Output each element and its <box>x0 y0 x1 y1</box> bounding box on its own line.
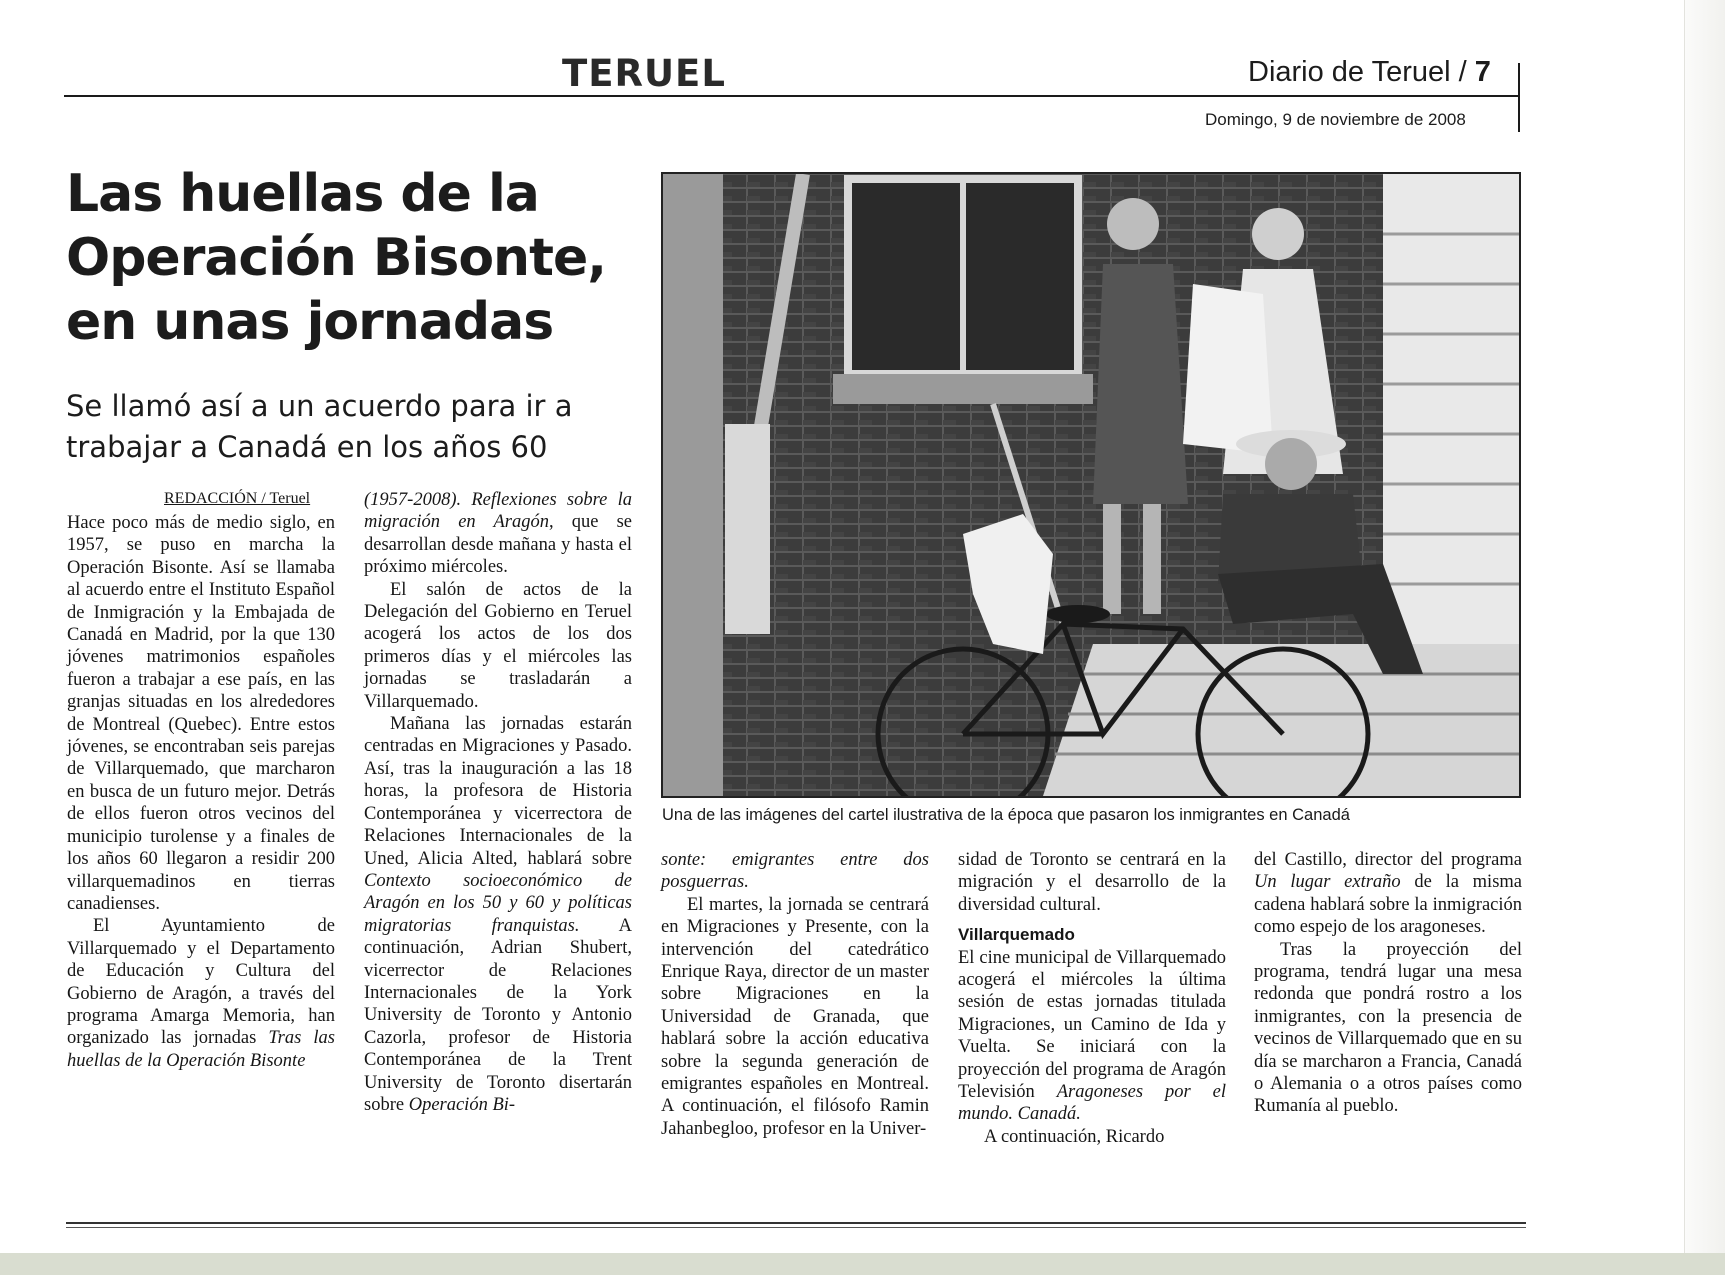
photo-caption: Una de las imágenes del cartel ilustrativa de la época que pasaron los inmigrantes en Canadá <box>662 806 1350 824</box>
paragraph: Hace poco más de medio siglo, en 1957, se puso en marcha la Operación Bisonte. Así se llamaba al acuerdo entre el Instituto Español de Inmigración y la Embajada de Canadá en Madrid, por la que 130 jóvenes matrimonios españoles fueron a trabajar a ese país, en las granjas situadas en los alrededores de Montreal (Quebec). Entre estos jóvenes, se encontraban seis parejas de Villarquemado, que marcharon en busca de un futuro mejor. Detrás de ellos fueron otros vecinos del municipio turolense y a finales de los años 60 llegaron a residir 200 villarquemadinos en tierras canadienses. <box>67 513 335 914</box>
article-column-1 <box>67 512 335 1072</box>
paragraph: El Ayuntamiento de Villarquemado y el Departamento de Educación y Cultura del Gobierno de Aragón, a través del programa Amarga Memoria, han organizado las jornadas Tras las huellas de la Operación Bisonte <box>67 916 335 1071</box>
headline-line: Las huellas de la <box>66 164 539 224</box>
paragraph: A continuación, Ricardo <box>984 1126 1165 1147</box>
scan-bottom-edge <box>0 1253 1725 1275</box>
footer-rule <box>66 1222 1526 1228</box>
headline <box>66 162 666 354</box>
paragraph: (1957-2008). Reflexiones sobre la migración en Aragón, que se desarrollan desde mañana y hasta el próximo miércoles. <box>364 490 632 578</box>
paragraph: Tras la proyección del programa, tendrá lugar una mesa redonda que pondrá rostro a los inmigrantes, con la presencia de vecinos de Villarquemado que en su día se marcharon a Francia, Canadá o Alemania o a otros países como Rumanía al pueblo. <box>1254 939 1522 1117</box>
scan-edge <box>1684 0 1725 1275</box>
paragraph: El cine municipal de Villarquemado acogerá el miércoles la última sesión de estas jornadas titulada Migraciones, un Camino de Ida y Vuelta. Se iniciará con la proyección del programa de Aragón Televisión Aragoneses por el mundo. Canadá. <box>958 947 1226 1125</box>
header-vertical-rule <box>1518 63 1520 132</box>
paragraph: sonte: emigrantes entre dos posguerras. <box>661 850 929 893</box>
article-column-2 <box>364 489 632 1116</box>
article-column-4 <box>958 849 1226 1148</box>
photo-immigrants-porch <box>663 174 1519 796</box>
newspaper-name <box>1248 56 1491 89</box>
paragraph: Mañana las jornadas estarán centradas en Migraciones y Pasado. Así, tras la inauguración a las 18 horas, la profesora de Historia Contemporánea y vicerrectora de Relaciones Internacionales de la Uned, Alicia Alted, hablará sobre Contexto socioeconómico de Aragón en los 50 y 60 y políticas migratorias franquistas. A continuación, Adrian Shubert, vicerrector de Relaciones Internacionales de la York University de Toronto y Antonio Cazorla, profesor de Historia Contemporánea de la Trent University de Toronto disertarán sobre Operación Bi- <box>364 714 632 1115</box>
page-number: 7 <box>1474 56 1491 88</box>
article-photo <box>661 172 1521 798</box>
headline-line: en unas jornadas <box>66 292 554 352</box>
article-column-5 <box>1254 849 1522 1118</box>
headline-line: Operación Bisonte, <box>66 228 606 288</box>
paragraph: El martes, la jornada se centrará en Migraciones y Presente, con la intervención del catedrático Enrique Raya, director de un master sobre Migraciones en la Universidad de Granada, que hablará sobre la acción educativa sobre la segunda generación de emigrantes españoles en Montreal. A continuación, el filósofo Ramin Jahanbegloo, profesor en la Univer- <box>661 894 929 1139</box>
paper-name-text: Diario de Teruel / <box>1248 56 1467 88</box>
paragraph: del Castillo, director del programa Un lugar extraño de la misma cadena hablará sobre la inmigración como espejo de los aragoneses. <box>1254 850 1522 938</box>
section-title: TERUEL <box>562 52 726 95</box>
issue-date: Domingo, 9 de noviembre de 2008 <box>1205 110 1466 129</box>
byline: REDACCIÓN / Teruel <box>164 490 311 507</box>
section-subhead: Villarquemado <box>958 925 1075 945</box>
paragraph: sidad de Toronto se centrará en la migración y el desarrollo de la diversidad cultural. <box>958 850 1226 915</box>
article-column-3 <box>661 849 929 1140</box>
subheadline: Se llamó así a un acuerdo para ir a trabajar a Canadá en los años 60 <box>66 389 573 464</box>
paragraph: El salón de actos de la Delegación del Gobierno en Teruel acogerá los actos de los dos primeros días y el miércoles las jornadas se trasladarán a Villarquemado. <box>364 579 632 712</box>
header-rule <box>64 95 1520 97</box>
